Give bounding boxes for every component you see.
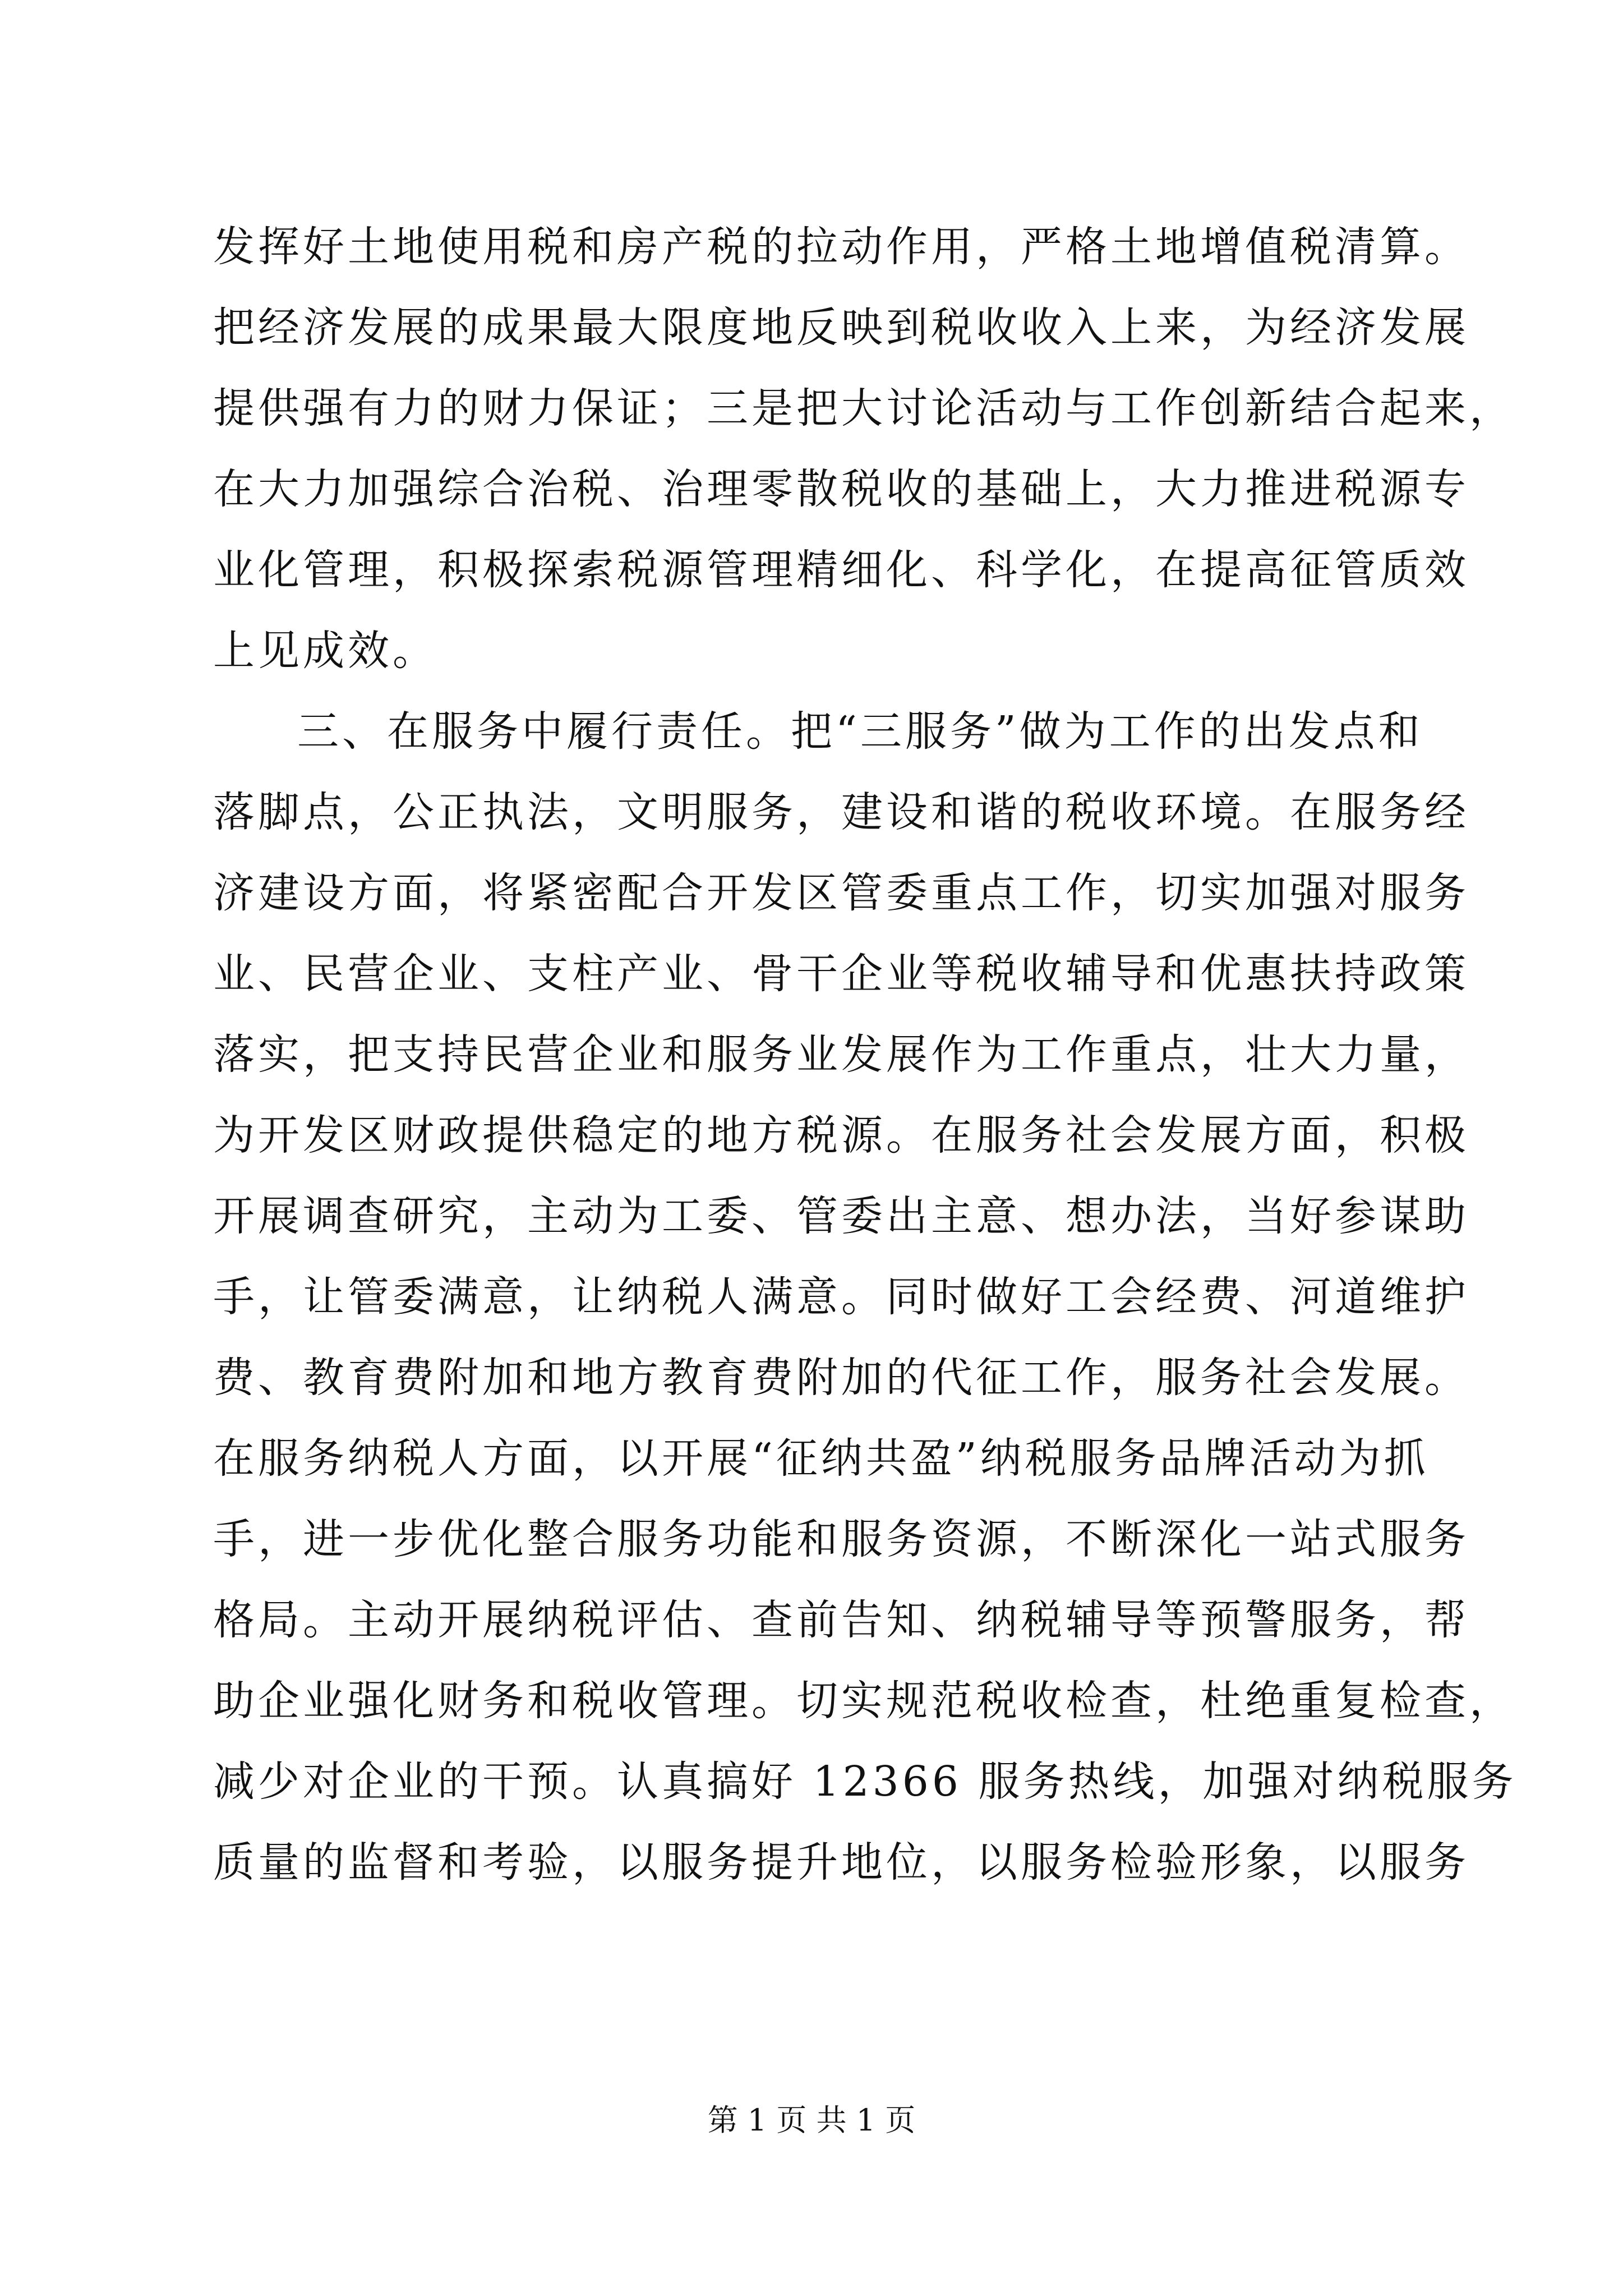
text-line: 手，进一步优化整合服务功能和服务资源，不断深化一站式服务 [213,1515,1469,1563]
section-heading-line: 三、在服务中履行责任。把“三服务”做为工作的出发点和 [297,707,1423,756]
text-line: 落脚点，公正执法，文明服务，建设和谐的税收环境。在服务经 [213,788,1469,836]
text-line: 落实，把支持民营企业和服务业发展作为工作重点，壮大力量， [213,1030,1469,1079]
page-footer: 第 1 页 共 1 页 [707,2102,916,2138]
text-line: 为开发区财政提供稳定的地方税源。在服务社会发展方面，积极 [213,1111,1469,1159]
text-line: 在服务纳税人方面，以开展“征纳共盈”纳税服务品牌活动为抓 [213,1434,1429,1483]
text-line: 手，让管委满意，让纳税人满意。同时做好工会经费、河道维护 [213,1273,1469,1321]
text-line: 济建设方面，将紧密配合开发区管委重点工作，切实加强对服务 [213,869,1469,917]
text-line: 格局。主动开展纳税评估、查前告知、纳税辅导等预警服务，帮 [213,1596,1469,1644]
text-line: 开展调查研究，主动为工委、管委出主意、想办法，当好参谋助 [213,1192,1469,1240]
text-line: 提供强有力的财力保证；三是把大讨论活动与工作创新结合起来， [213,384,1514,432]
text-line: 费、教育费附加和地方教育费附加的代征工作，服务社会发展。 [213,1354,1469,1402]
text-line: 发挥好土地使用税和房产税的拉动作用，严格土地增值税清算。 [213,223,1469,271]
text-line: 助企业强化财务和税收管理。切实规范税收检查，杜绝重复检查， [213,1677,1514,1725]
text-line: 上见成效。 [213,627,437,675]
text-line: 业、民营企业、支柱产业、骨干企业等税收辅导和优惠扶持政策 [213,950,1469,998]
text-line: 在大力加强综合治税、治理零散税收的基础上，大力推进税源专 [213,465,1469,513]
text-line: 减少对企业的干预。认真搞好 12366 服务热线，加强对纳税服务 [213,1757,1517,1806]
text-line: 质量的监督和考验，以服务提升地位，以服务检验形象，以服务 [213,1838,1469,1887]
text-line: 业化管理，积极探索税源管理精细化、科学化，在提高征管质效 [213,546,1469,594]
text-line: 把经济发展的成果最大限度地反映到税收收入上来，为经济发展 [213,303,1469,352]
